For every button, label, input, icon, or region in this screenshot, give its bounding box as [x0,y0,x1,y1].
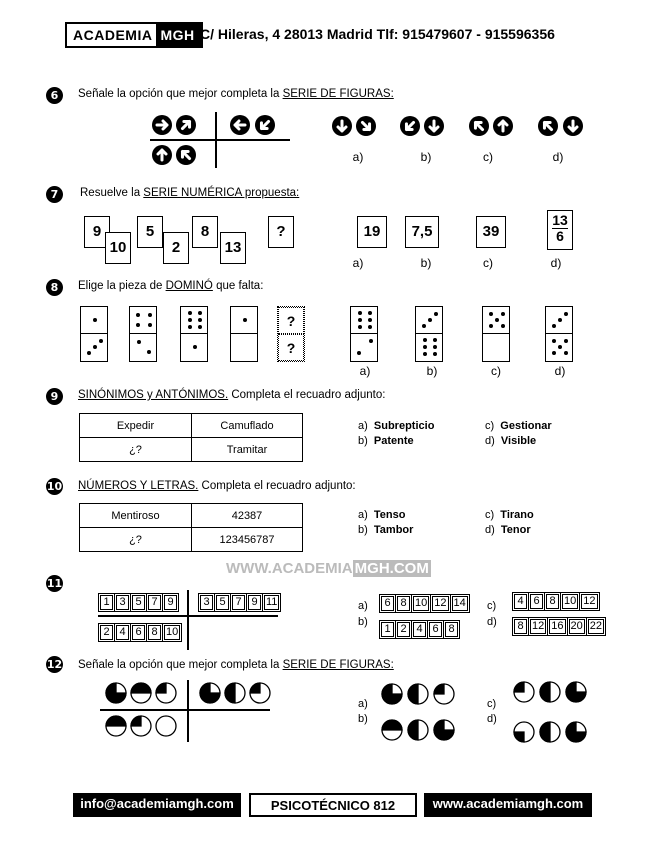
q7-card: 9 [84,216,110,248]
sequence-number: 7 [232,595,245,610]
domino-pip [148,313,152,317]
option-a-arrow-down-icon [332,116,352,136]
logo-text-mgh: MGH [156,24,200,46]
question-6-text [78,88,394,100]
domino-pip [495,318,499,322]
q12-option-b-label[interactable]: b) [358,713,368,725]
option-text: Tenor [500,524,531,536]
sequence-number: 6 [132,625,145,640]
domino-pip [198,311,202,315]
arrow-up-right-icon [172,111,200,139]
q12-options-ab[interactable] [378,680,468,746]
q10-option-d[interactable] [485,524,531,536]
option-c-arrow-up-left-icon [465,113,493,139]
sequence-number: 4 [514,594,527,609]
arrow-right-icon [152,115,172,135]
domino-pip [136,313,140,317]
q7-option-b-card[interactable]: 7,5 [405,216,439,248]
arrow-left-icon [230,115,250,135]
option-d-arrow-down-icon [563,116,583,136]
domino-piece [80,306,108,362]
q8-text-prefix: Elige la pieza de [78,280,166,292]
domino-pip [428,318,432,322]
q10-table [79,503,303,552]
logo-text-academia: ACADEMIA [73,27,153,43]
arrow-up-icon [152,145,172,165]
q7-option-d-card[interactable] [547,210,573,250]
option-letter: c) [485,420,495,432]
sequence-number: 6 [530,594,543,609]
q9-cell: Expedir [80,414,192,438]
question-number-11: 11 [46,577,63,590]
q7-option-b[interactable]: b) [420,256,432,270]
q8-option-a-domino[interactable] [350,306,378,362]
circle-three-quarters-icon [434,720,454,740]
domino-pip [198,318,202,322]
circle-three-quarters-icon [566,682,586,702]
q8-text-suffix: que falta: [212,280,264,292]
q9-table [79,413,303,462]
domino-piece [230,306,258,362]
q6-option-c[interactable]: c) [483,150,493,164]
q6-option-d[interactable]: d) [552,150,564,164]
option-d-arrow-up-left-icon [534,113,562,139]
domino-pip [87,351,91,355]
option-b-arrow-down-icon [424,116,444,136]
header-contact: C/ Hileras, 4 28013 Madrid Tlf: 915479607 - 915596356 [200,26,555,42]
sequence-number: 8 [445,622,458,637]
q7-card: 2 [163,232,189,264]
domino-piece [129,306,157,362]
sequence-number: 11 [266,596,278,608]
question-7-text [80,187,299,199]
circle-half-left-icon [225,683,245,703]
domino-pip [433,352,437,356]
q10-cell: 123456787 [192,528,303,552]
domino-pip [558,318,562,322]
circle-quarter-bottom-left-icon [514,722,534,742]
domino-pip [137,340,141,344]
watermark-right: MGH.COM [354,560,429,577]
domino-pip [369,339,373,343]
domino-pip [93,318,97,322]
sequence-number: 7 [148,595,161,610]
option-letter: b) [358,435,368,447]
q12-option-c-label[interactable]: c) [487,698,497,710]
circle-half-left-icon [540,682,560,702]
arrow-down-left-icon [251,111,279,139]
domino-pip [136,323,140,327]
question-number-9: 9 [46,388,63,405]
q9-option-c[interactable] [485,420,552,432]
domino-pip [99,339,103,343]
sequence-number: 10 [564,595,577,607]
domino-pip [422,324,426,328]
sequence-number: 1 [381,622,394,637]
q10-option-b[interactable] [358,524,413,536]
q6-option-b[interactable]: b) [420,150,432,164]
option-text: Subrepticio [373,420,435,432]
q6-text-link: SERIE DE FIGURAS: [282,88,394,100]
fraction-numerator: 13 [552,212,568,228]
option-text: Tenso [373,509,406,521]
question-9-text [78,389,385,401]
domino-pip [93,345,97,349]
circle-half-left-icon [408,720,428,740]
option-text: Tambor [373,524,414,536]
q9-text-suffix: Completa el recuadro adjunto: [228,389,386,401]
sequence-number: 10 [415,597,428,609]
question-number-6: 6 [46,87,63,104]
domino-pip [501,324,505,328]
sequence-number: 20 [570,620,583,632]
circle-quarter-icon [156,683,176,703]
q7-text-link: SERIE NUMÉRICA propuesta: [143,187,300,199]
question-number-8: 8 [46,279,63,296]
q6-arrow-options [330,113,595,139]
sequence-number: 6 [381,596,394,611]
header-logo [65,22,203,48]
domino-pip [358,318,362,322]
q10-option-c[interactable] [485,509,534,521]
domino-pip [552,351,556,355]
q8-option-d-domino[interactable] [545,306,573,362]
q6-option-a[interactable]: a) [352,150,364,164]
q11-seq-2 [200,595,282,610]
q6-arrow-series [150,110,290,170]
q11-divider-horizontal [98,615,278,617]
sequence-number: 5 [132,595,145,610]
sequence-number: 4 [116,625,129,640]
q10-cell: 42387 [192,504,303,528]
domino-pip [433,345,437,349]
circle-three-quarters-icon [382,684,402,704]
q11-option-c-label[interactable]: c) [487,600,497,612]
domino-piece-missing [277,306,305,362]
q12-circle-series [100,678,280,744]
sequence-number: 8 [148,625,161,640]
domino-pip [564,351,568,355]
q8-option-d[interactable]: d) [554,364,566,378]
option-letter: b) [358,524,368,536]
domino-pip [148,323,152,327]
sequence-number: 8 [514,619,527,634]
sequence-number: 6 [429,622,442,637]
q7-option-a-card[interactable]: 19 [357,216,387,248]
domino-pip [489,324,493,328]
circle-empty-icon [156,716,176,736]
q11-option-d[interactable] [514,619,607,634]
circle-quarter-icon [250,683,270,703]
domino-pip [558,345,562,349]
domino-pip [434,312,438,316]
domino-pip [188,311,192,315]
domino-pip [243,318,247,322]
q6-text-prefix: Señale la opción que mejor completa la [78,88,283,100]
q9-cell-unknown: ¿? [80,438,192,462]
question-number-7: 7 [46,186,63,203]
q11-option-a[interactable] [381,596,471,611]
domino-pip [564,312,568,316]
q7-text-prefix: Resuelve la [80,187,144,199]
domino-pip [564,339,568,343]
q11-seq-1 [100,595,180,610]
sequence-number: 1 [100,595,113,610]
option-text: Gestionar [500,420,552,432]
domino-pip [433,338,437,342]
domino-pip [357,351,361,355]
question-number-10: 10 [46,480,63,493]
q7-option-a[interactable]: a) [352,256,364,270]
circle-half-top-icon [106,716,126,736]
q9-option-b[interactable] [358,435,414,447]
domino-pip [552,324,556,328]
q7-option-d[interactable]: d) [550,256,562,270]
footer-website[interactable]: www.academiamgh.com [424,793,592,817]
q7-card-unknown: ? [268,216,294,248]
domino-pip [423,352,427,356]
sequence-number: 12 [434,597,447,609]
option-letter: a) [358,420,368,432]
q10-option-a[interactable] [358,509,405,521]
q10-cell: Mentiroso [80,504,192,528]
q7-card: 8 [192,216,218,248]
circle-three-quarters-icon [200,683,220,703]
option-letter: d) [485,435,495,447]
q7-card: 5 [137,216,163,248]
arrow-up-left-icon [172,141,200,169]
sequence-number: 2 [100,625,113,640]
circle-half-left-icon [540,722,560,742]
option-a-arrow-down-right-icon [352,113,380,139]
domino-pip [368,318,372,322]
q12-option-d-label[interactable]: d) [487,713,497,725]
q8-option-c[interactable]: c) [491,364,501,378]
q11-seq-3 [100,625,183,640]
q8-text-link: DOMINÓ [165,280,213,292]
domino-pip [489,312,493,316]
q8-option-c-domino[interactable] [482,306,510,362]
footer-title: PSICOTÉCNICO 812 [249,793,417,817]
question-number-12: 12 [46,658,63,671]
option-c-arrow-up-icon [493,116,513,136]
sequence-number: 22 [589,620,602,632]
option-text: Visible [500,435,537,447]
sequence-number: 16 [551,620,564,632]
q12-text-link: SERIE DE FIGURAS: [282,659,394,671]
question-8-text [78,280,263,292]
domino-pip [368,325,372,329]
q9-cell: Tramitar [192,438,303,462]
watermark-left: WWW.ACADEMIA [226,560,353,577]
sequence-number: 12 [583,595,596,607]
domino-pip [423,345,427,349]
sequence-number: 3 [116,595,129,610]
q9-cell: Camuflado [192,414,303,438]
domino-pip [552,339,556,343]
fraction-denominator: 6 [556,228,564,244]
option-b-arrow-down-left-icon [396,113,424,139]
sequence-number: 3 [200,595,213,610]
domino-pip [423,338,427,342]
watermark [226,560,431,577]
domino-pip [358,311,362,315]
q9-option-d[interactable] [485,435,536,447]
sequence-number: 2 [397,622,410,637]
q8-unknown-bottom: ? [286,340,296,356]
sequence-number: 5 [216,595,229,610]
sequence-number: 9 [248,595,261,610]
option-letter: a) [358,509,368,521]
sequence-number: 14 [453,597,466,609]
sequence-number: 4 [413,622,426,637]
q11-option-d-label[interactable]: d) [487,616,497,628]
sequence-number: 9 [164,595,177,610]
domino-pip [193,345,197,349]
question-12-text [78,659,394,671]
circle-three-quarters-icon [566,722,586,742]
domino-pip [358,325,362,329]
circle-three-quarters-icon [106,683,126,703]
q7-option-c[interactable]: c) [483,256,493,270]
sequence-number: 8 [546,594,559,609]
domino-pip [198,325,202,329]
question-10-text [78,480,356,492]
q7-card: 13 [220,232,246,264]
q11-option-c[interactable] [514,594,601,609]
q12-text-prefix: Señale la opción que mejor completa la [78,659,283,671]
q12-option-a-label[interactable]: a) [358,698,368,710]
q10-text-link: NÚMEROS Y LETRAS. [78,480,199,492]
q10-text-suffix: Completa el recuadro adjunto: [198,480,356,492]
q7-card: 10 [105,232,131,264]
circle-half-left-icon [408,684,428,704]
q11-option-b-label[interactable]: b) [358,616,368,628]
option-letter: d) [485,524,495,536]
sequence-number: 12 [532,620,545,632]
q10-cell-unknown: ¿? [80,528,192,552]
domino-pip [188,325,192,329]
q12-options-cd[interactable] [510,678,600,748]
q8-option-b[interactable]: b) [426,364,438,378]
q8-unknown-top: ? [286,313,296,329]
domino-pip [501,312,505,316]
option-text: Tirano [500,509,534,521]
circle-half-top-icon [382,720,402,740]
sequence-number: 10 [166,626,179,638]
q7-option-c-card[interactable]: 39 [476,216,506,248]
circle-quarter-icon [131,716,151,736]
q8-option-b-domino[interactable] [415,306,443,362]
q9-option-a[interactable] [358,420,434,432]
q8-option-a[interactable]: a) [359,364,371,378]
domino-pip [188,318,192,322]
q11-option-a-label[interactable]: a) [358,600,368,612]
circle-quarter-icon [514,682,534,702]
option-letter: c) [485,509,495,521]
domino-pip [368,311,372,315]
domino-piece [180,306,208,362]
circle-quarter-icon [434,684,454,704]
footer-email[interactable]: info@academiamgh.com [73,793,241,817]
option-text: Patente [373,435,414,447]
domino-pip [147,350,151,354]
sequence-number: 8 [397,596,410,611]
q9-text-link: SINÓNIMOS y ANTÓNIMOS. [78,389,229,401]
q11-option-b[interactable] [381,622,461,637]
q11-divider-vertical [187,590,189,650]
